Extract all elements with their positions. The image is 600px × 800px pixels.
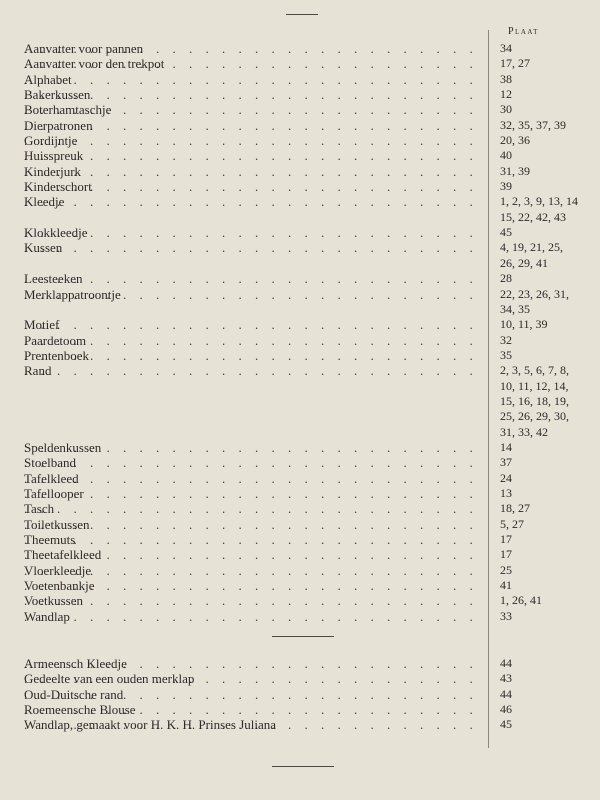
index-entry-continuation — [0, 256, 600, 271]
entry-label: Kinderschort — [24, 179, 92, 195]
entry-label: Oud-Duitsche rand — [24, 686, 124, 702]
entry-label: Kussen — [24, 240, 63, 256]
entry-label: Leesteeken — [24, 271, 83, 287]
entry-plates: 28 — [500, 271, 512, 286]
index-entry — [0, 593, 600, 608]
index-entry — [0, 87, 600, 102]
top-rule — [286, 14, 318, 15]
index-entry — [0, 148, 600, 163]
index-entry — [0, 287, 600, 302]
entry-plates: 34 — [500, 41, 512, 55]
entry-plates: 15, 22, 42, 43 — [500, 209, 566, 224]
index-entry — [0, 517, 600, 532]
entry-label: Motief — [24, 317, 60, 333]
entry-plates: 35 — [500, 347, 512, 362]
index-entry — [0, 333, 600, 348]
entry-label: Boterhamtaschje — [24, 102, 112, 118]
entry-plates: 41 — [500, 578, 512, 593]
entry-plates: 18, 27 — [500, 501, 530, 516]
entry-plates: 25 — [500, 562, 512, 577]
dot-leaders — [24, 164, 478, 179]
entry-label: Theetafelkleed — [24, 547, 102, 563]
entry-label: Rand — [24, 363, 52, 379]
entry-plates: 26, 29, 41 — [500, 255, 548, 270]
entry-label: Armeensch Kleedje — [24, 656, 127, 671]
dot-leaders — [24, 240, 478, 255]
dot-leaders — [24, 532, 478, 547]
entry-label: Gordijntje — [24, 133, 78, 149]
entry-label: Kinderjurk — [24, 163, 82, 179]
dot-leaders — [24, 225, 478, 240]
entry-label: Voetkussen — [24, 593, 83, 609]
entry-plates: 40 — [500, 148, 512, 163]
index-entry-continuation — [0, 425, 600, 440]
index-entry — [0, 194, 600, 209]
index-entry — [0, 532, 600, 547]
entry-label: Merklappatroontje — [24, 286, 121, 302]
index-entry — [0, 486, 600, 501]
entry-label: Tasch — [24, 501, 55, 517]
index-entry — [0, 578, 600, 593]
dot-leaders — [24, 363, 478, 378]
entry-label: Speldenkussen — [24, 439, 102, 455]
dot-leaders — [24, 486, 478, 501]
entry-label: Klokkleedje — [24, 225, 88, 241]
entry-plates: 12 — [500, 87, 512, 102]
entry-plates: 31, 33, 42 — [500, 424, 548, 439]
entry-plates: 46 — [500, 702, 512, 717]
entry-plates: 38 — [500, 71, 512, 86]
index-entry — [0, 363, 600, 378]
index-entry — [0, 671, 600, 686]
entry-plates: 20, 36 — [500, 133, 530, 148]
entry-label: Aanvatter voor pannen — [24, 41, 144, 56]
index-entry — [0, 164, 600, 179]
dot-leaders — [24, 609, 478, 624]
entry-plates: 24 — [500, 470, 512, 485]
index-entry — [0, 455, 600, 470]
plate-column-header: Plaat — [508, 26, 539, 37]
index-entry — [0, 609, 600, 624]
entry-label: Huisspreuk — [24, 148, 84, 164]
entry-label: Tafellooper — [24, 485, 84, 501]
index-entry — [0, 133, 600, 148]
dot-leaders — [24, 333, 478, 348]
entry-plates: 44 — [500, 686, 512, 701]
entry-label: Alphabet — [24, 71, 72, 87]
entry-plates: 31, 39 — [500, 163, 530, 178]
index-entry — [0, 563, 600, 578]
index-list-extra — [0, 656, 600, 733]
index-entry — [0, 471, 600, 486]
index-entry-continuation — [0, 409, 600, 424]
dot-leaders — [24, 317, 478, 332]
entry-plates: 34, 35 — [500, 301, 530, 316]
entry-plates: 5, 27 — [500, 516, 524, 531]
entry-plates: 10, 11, 12, 14, — [500, 378, 569, 393]
entry-label: Gedeelte van een ouden merklap — [24, 671, 195, 687]
entry-label: Aanvatter voor den trekpot — [24, 56, 165, 72]
index-entry-continuation — [0, 394, 600, 409]
dot-leaders — [24, 194, 478, 209]
entry-plates: 45 — [500, 717, 512, 732]
index-entry — [0, 41, 600, 56]
entry-plates: 30 — [500, 102, 512, 117]
index-entry-continuation — [0, 379, 600, 394]
index-entry — [0, 179, 600, 194]
entry-label: Bakerkussen — [24, 87, 91, 103]
index-entry — [0, 225, 600, 240]
entry-label: Voetenbankje — [24, 578, 95, 594]
index-list-main — [0, 41, 600, 624]
index-entry-continuation — [0, 210, 600, 225]
entry-plates: 10, 11, 39 — [500, 317, 548, 332]
entry-plates: 43 — [500, 671, 512, 686]
entry-label: Vloerkleedje — [24, 562, 92, 578]
entry-plates: 14 — [500, 439, 512, 454]
dot-leaders — [24, 501, 478, 516]
dot-leaders — [24, 133, 478, 148]
index-entry — [0, 547, 600, 562]
entry-plates: 44 — [500, 656, 512, 670]
index-entry — [0, 717, 600, 732]
entry-label: Prentenboek — [24, 347, 89, 363]
index-entry — [0, 317, 600, 332]
index-entry — [0, 656, 600, 671]
entry-label: Tafelkleed — [24, 470, 79, 486]
entry-plates: 1, 2, 3, 9, 13, 14 — [500, 194, 578, 209]
entry-plates: 22, 23, 26, 31, — [500, 286, 569, 301]
dot-leaders — [24, 593, 478, 608]
entry-plates: 25, 26, 29, 30, — [500, 409, 569, 424]
entry-plates: 15, 16, 18, 19, — [500, 393, 569, 408]
entry-plates: 17 — [500, 547, 512, 562]
index-entry — [0, 702, 600, 717]
index-entry — [0, 72, 600, 87]
index-entry — [0, 501, 600, 516]
dot-leaders — [24, 271, 478, 286]
entry-label: Wandlap — [24, 608, 70, 624]
entry-plates: 45 — [500, 225, 512, 240]
entry-label: Theemuts — [24, 532, 76, 547]
entry-plates: 37 — [500, 455, 512, 470]
entry-plates: 1, 26, 41 — [500, 593, 542, 608]
entry-plates: 32 — [500, 332, 512, 347]
entry-plates: 17, 27 — [500, 56, 530, 71]
entry-label: Paardetoom — [24, 332, 87, 348]
entry-plates: 32, 35, 37, 39 — [500, 117, 566, 132]
entry-plates: 4, 19, 21, 25, — [500, 240, 563, 255]
entry-label: Roemeensche Blouse — [24, 702, 136, 718]
section-divider — [272, 636, 334, 637]
entry-plates: 33 — [500, 608, 512, 623]
entry-label: Dierpatronen — [24, 117, 93, 133]
entry-plates: 17 — [500, 532, 512, 546]
dot-leaders — [24, 72, 478, 87]
bottom-rule — [272, 766, 334, 767]
dot-leaders — [24, 148, 478, 163]
index-entry — [0, 440, 600, 455]
index-entry-continuation — [0, 302, 600, 317]
index-entry — [0, 687, 600, 702]
entry-plates: 13 — [500, 485, 512, 500]
entry-label: Wandlap, gemaakt voor H. K. H. Prinses Juliana — [24, 717, 277, 733]
dot-leaders — [24, 455, 478, 470]
entry-label: Stoelband — [24, 455, 76, 471]
entry-label: Toiletkussen — [24, 516, 90, 532]
entry-label: Kleedje — [24, 194, 65, 210]
index-entry — [0, 56, 600, 71]
entry-plates: 2, 3, 5, 6, 7, 8, — [500, 363, 569, 378]
entry-plates: 39 — [500, 179, 512, 194]
index-entry — [0, 118, 600, 133]
index-entry — [0, 240, 600, 255]
dot-leaders — [24, 471, 478, 486]
index-entry — [0, 348, 600, 363]
index-entry — [0, 102, 600, 117]
index-entry — [0, 271, 600, 286]
